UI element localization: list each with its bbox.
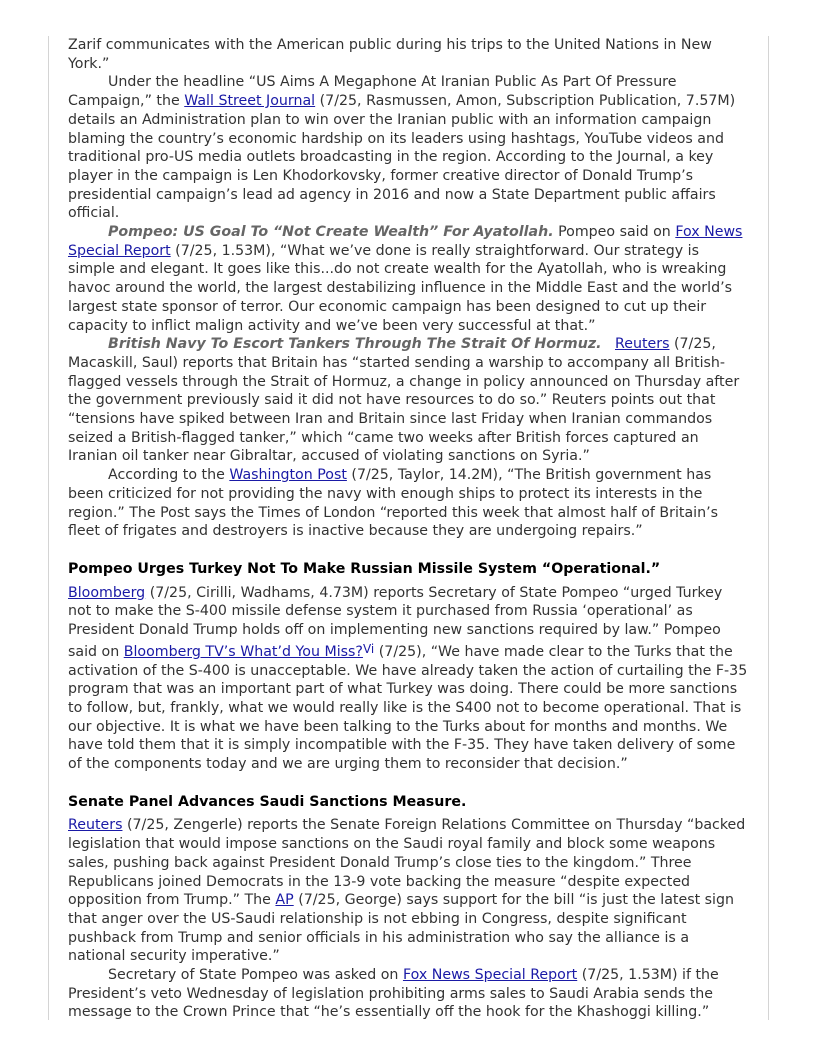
reuters-link[interactable]: Reuters (615, 336, 670, 353)
paragraph-washington-post: According to the Washington Post (7/25, Taylor, 14.2M), “The British government has been criticized for not providing the navy with enough ships to protect its interests in the region.” The Post says the Times of London “reported this week that almost half of Britain’s fleet of frigates and destroyers is inactive because they are undergoing repairs.” (68, 467, 718, 540)
section-heading-turkey-missile: Pompeo Urges Turkey Not To Make Russian Missile System “Operational.” (68, 560, 661, 577)
video-marker-link[interactable]: Vi (362, 641, 375, 656)
wall-street-journal-link[interactable]: Wall Street Journal (184, 93, 316, 110)
section-heading-saudi-sanctions: Senate Panel Advances Saudi Sanctions Measure. (68, 793, 467, 810)
fox-news-special-report-link[interactable]: Fox News Special Report (68, 224, 743, 259)
right-margin-rule (768, 36, 769, 1020)
paragraph-zarif-continuation: Zarif communicates with the American public during his trips to the United Nations in New York.” (68, 37, 712, 72)
reuters-senate-link[interactable]: Reuters (68, 817, 123, 834)
paragraph-reuters-senate: Reuters (7/25, Zengerle) reports the Senate Foreign Relations Committee on Thursday “backed legislation that would impose sanctions on the Saudi royal family and block some weapons sales, pushing back against President Donald Trump’s close ties to the kingdom.” Three Republicans joined Democrats in the 13-9 vote backing the measure “despite expected opposition from Trump.” The AP (7/25, George) says support for the bill “is just the latest sign that anger over the US-Saudi relationship is not ebbing in Congress, despite significant pushback from Trump and senior officials in his administration who say the alliance is a national security imperative.” (68, 817, 746, 965)
ap-link[interactable]: AP (275, 892, 294, 909)
paragraph-pompeo-veto: Secretary of State Pompeo was asked on Fox News Special Report (7/25, 1.53M) if the President’s veto Wednesday of legislation prohibiting arms sales to Saudi Arabia sends the message to the Crown Prince that “he’s essentially off the hook for the Khashoggi killing.” (68, 967, 719, 1021)
fox-news-special-report-link-2[interactable]: Fox News Special Report (402, 967, 578, 984)
paragraph-wsj-megaphone: Under the headline “US Aims A Megaphone At Iranian Public As Part Of Pressure Campaign,” the Wall Street Journal (7/25, Rasmussen, Amon, Subscription Publication, 7.57M) details an Administration plan to win over the Iranian public with an information campaign blaming the country’s economic hardship on its leaders using hashtags, YouTube videos and traditional pro-US media outlets broadcasting in the region. According to the Journal, a key player in the campaign is Len Khodorkovsky, former creative director of Donald Trump’s presidential campaign’s lead ad agency in 2016 and now a State Department public affairs official. (68, 74, 736, 222)
bloomberg-tv-link[interactable]: Bloomberg TV’s What’d You Miss? (123, 643, 363, 660)
subheading-pompeo-ayatollah: Pompeo: US Goal To “Not Create Wealth” For Ayatollah. (108, 224, 554, 241)
left-margin-rule (48, 36, 49, 1020)
paragraph-british-navy: British Navy To Escort Tankers Through The Strait Of Hormuz. Reuters (7/25, Macaskill, Saul) reports that Britain has “started sending a warship to accompany all British-flagged vessels through the Strait of Hormuz, a change in policy announced on Thursday after the government previously said it did not have resources to do so.” Reuters points out that “tensions have spiked between Iran and Britain since last Friday when Iranian commandos seized a British-flagged tanker,” which “came two weeks after British forces captured an Iranian oil tanker near Gibraltar, accused of violating sanctions on Syria.” (68, 336, 740, 465)
washington-post-link[interactable]: Washington Post (229, 467, 347, 484)
briefing-body (68, 36, 748, 1022)
paragraph-bloomberg-turkey: Bloomberg (7/25, Cirilli, Wadhams, 4.73M) reports Secretary of State Pompeo “urged Turkey not to make the S-400 missile defense system it purchased from Russia ‘operational’ as President Donald Trump holds off on implementing new sanctions required by law.” Pompeo said on Bloomberg TV’s What’d You Miss?$^{Vi}$ (7/25), “We have made clear to the Turks that the activation of the S-400 is unacceptable. We have already taken the action of curtailing the F-35 program that was an important part of what Turkey was doing. There could be more sanctions to follow, but, frankly, what we would really like is the S400 not to become operational. That is our objective. It is what we have been talking to the Turks about for months and months. We have told them that it is simply incompatible with the F-35. They have taken delivery of some of the components today and we are urging them to reconsider that decision.” (68, 584, 748, 773)
subheading-british-navy: British Navy To Escort Tankers Through The Strait Of Hormuz. (108, 336, 602, 353)
bloomberg-link[interactable]: Bloomberg (68, 584, 146, 601)
paragraph-pompeo-ayatollah: Pompeo: US Goal To “Not Create Wealth” For Ayatollah. Pompeo said on Fox News Special Report (7/25, 1.53M), “What we’ve done is really straightforward. Our strategy is simple and elegant. It goes like this...do not create wealth for the Ayatollah, who is wreaking havoc around the world, the largest destabilizing influence in the Middle East and the world’s largest state sponsor of terror. Our economic campaign has been designed to cut up their capacity to inflict malign activity and we’ve been very successful at that.” (68, 224, 743, 334)
